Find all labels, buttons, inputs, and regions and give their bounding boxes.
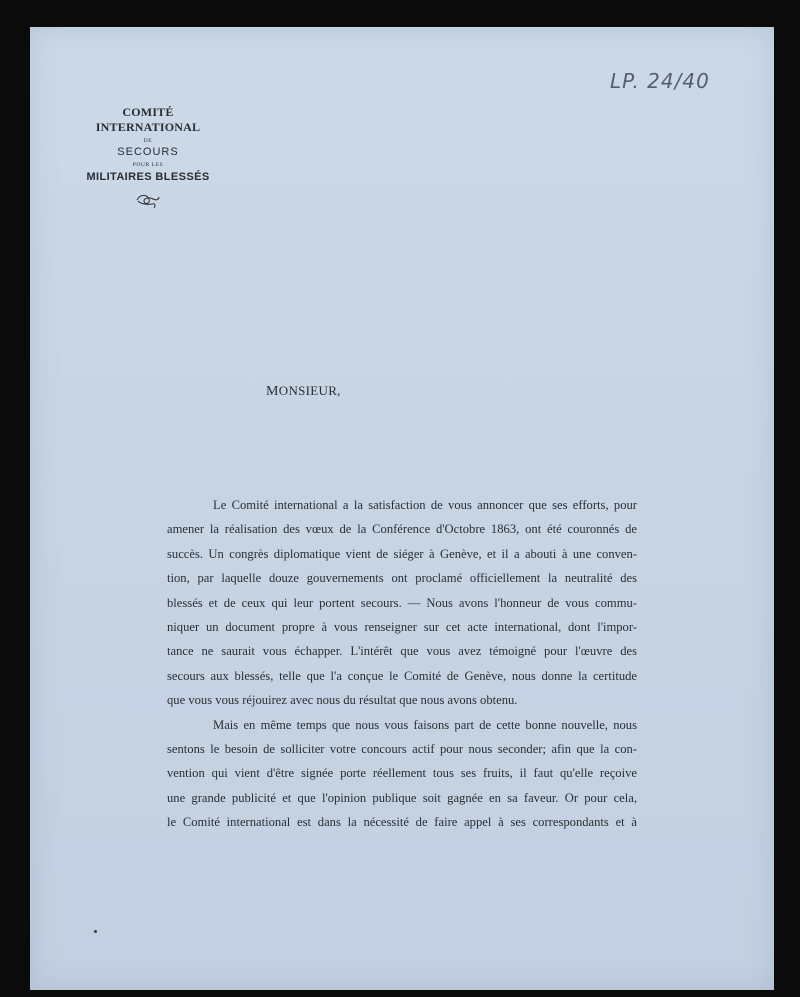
salutation-initial: M: [266, 384, 279, 399]
body-line: Mais en même temps que nous vous faisons part de cette bonne nouvelle, nous: [213, 717, 637, 732]
flourish-ornament-icon: [135, 192, 161, 212]
body-line: amener la réalisation des vœux de la Conférence d'Octobre 1863, ont été couronnés de: [167, 522, 637, 537]
letterhead-line-secours: SECOURS: [117, 146, 179, 158]
body-line: une grande publicité et que l'opinion publique soit gagnée en sa faveur. Or pour cela,: [167, 790, 637, 805]
body-line: Le Comité international a la satisfaction de vous annoncer que ses efforts, pour: [213, 498, 637, 512]
body-line: secours aux blessés, telle que l'a conçue le Comité de Genève, nous donne la certitude: [167, 668, 637, 683]
handwritten-annotation: LP. 24/40: [610, 69, 710, 93]
body-line: succès. Un congrès diplomatique vient de siéger à Genève, et il a abouti à une conven-: [167, 546, 637, 561]
body-line: sentons le besoin de solliciter votre concours actif pour nous seconder; afin que la con-: [167, 742, 637, 757]
paragraph-2: [167, 713, 637, 835]
paper-speck: [94, 930, 97, 933]
body-line: tion, par laquelle douze gouvernements ont proclamé officiellement la neutralité des: [167, 571, 637, 586]
letterhead-line-militaires: MILITAIRES BLESSÉS: [86, 171, 210, 183]
body-line: le Comité international est dans la nécessité de faire appel à ses correspondants et à: [167, 815, 637, 830]
body-line: vention qui vient d'être signée porte réellement tous ses fruits, il faut qu'elle reçoive: [167, 766, 637, 781]
body-line: blessés et de ceux qui leur portent secours. — Nous avons l'honneur de vous commu-: [167, 595, 637, 610]
paragraph-1: [167, 493, 637, 713]
letterhead-line-pour-les: POUR LES: [132, 162, 164, 168]
salutation: [266, 383, 341, 400]
letter-sheet: [30, 27, 774, 990]
body-line: niquer un document propre à vous renseigner sur cet acte international, dont l'impor-: [167, 620, 637, 635]
body-line: tance ne saurait vous échapper. L'intérêt que vous avez témoigné pour l'œuvre des: [167, 644, 637, 659]
salutation-rest: ONSIEUR,: [278, 383, 341, 398]
letter-body: [167, 493, 637, 835]
letterhead: [78, 105, 218, 212]
letterhead-line-committee: COMITÉ INTERNATIONAL: [95, 105, 201, 134]
body-line: que vous vous réjouirez avec nous du résultat que nous avons obtenu.: [167, 693, 518, 708]
letterhead-line-de: DE: [143, 138, 153, 144]
